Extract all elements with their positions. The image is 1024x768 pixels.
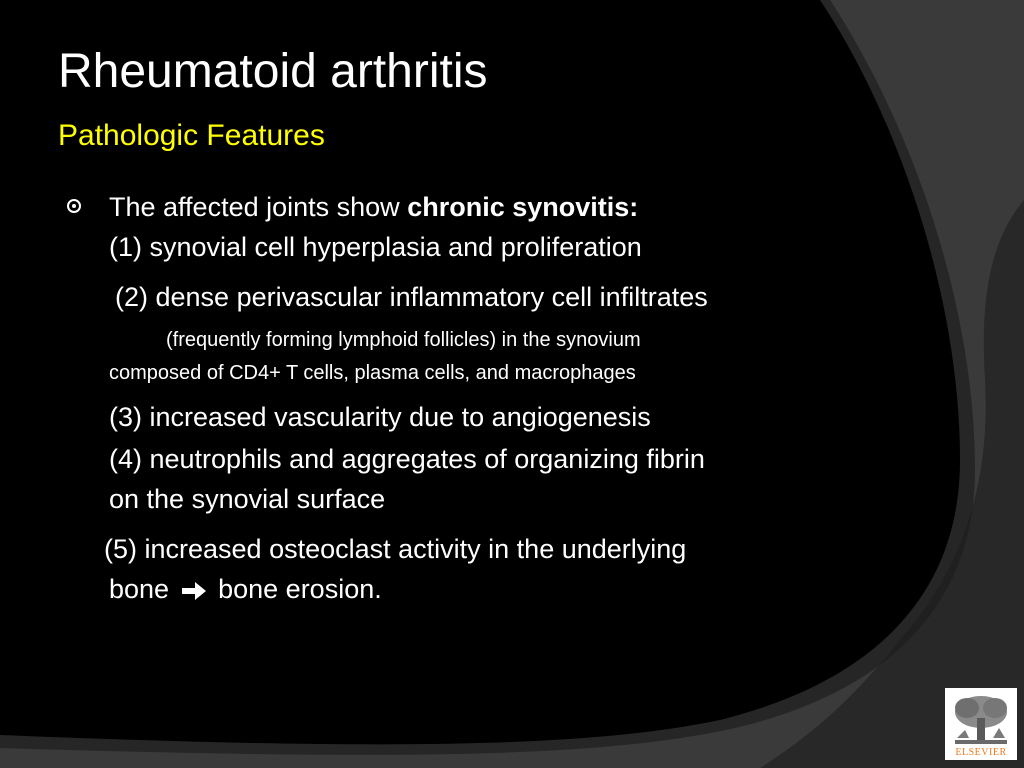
bullet-intro-text: The affected joints show (109, 192, 408, 222)
elsevier-tree-logo-icon (945, 690, 1017, 748)
item-4-line-1: (4) neutrophils and aggregates of organizing fibrin (109, 444, 705, 474)
item-5-line-1: (5) increased osteoclast activity in the underlying (104, 534, 687, 564)
slide-subtitle: Pathologic Features (58, 119, 325, 152)
right-arrow-icon (179, 579, 209, 603)
bullet-intro-bold: chronic synovitis: (407, 192, 639, 222)
logo-text: ELSEVIER (955, 747, 1007, 758)
circled-dot-icon (67, 199, 81, 213)
item-3: (3) increased vascularity due to angiogenesis (109, 402, 651, 432)
item-2: (2) dense perivascular inflammatory cell infiltrates (115, 282, 708, 312)
bullet-intro-line (109, 190, 638, 224)
item-5-bone: bone (109, 574, 170, 604)
item-2-note-2: composed of CD4+ T cells, plasma cells, and macrophages (109, 362, 636, 384)
item-1: (1) synovial cell hyperplasia and proliferation (109, 232, 642, 262)
item-5-line-2 (109, 572, 382, 606)
item-5-erosion: bone erosion. (218, 574, 382, 604)
elsevier-logo (945, 688, 1017, 760)
slide-title: Rheumatoid arthritis (58, 45, 488, 98)
item-2-note-1: (frequently forming lymphoid follicles) in the synovium (166, 329, 641, 351)
item-4-line-2: on the synovial surface (109, 484, 386, 514)
